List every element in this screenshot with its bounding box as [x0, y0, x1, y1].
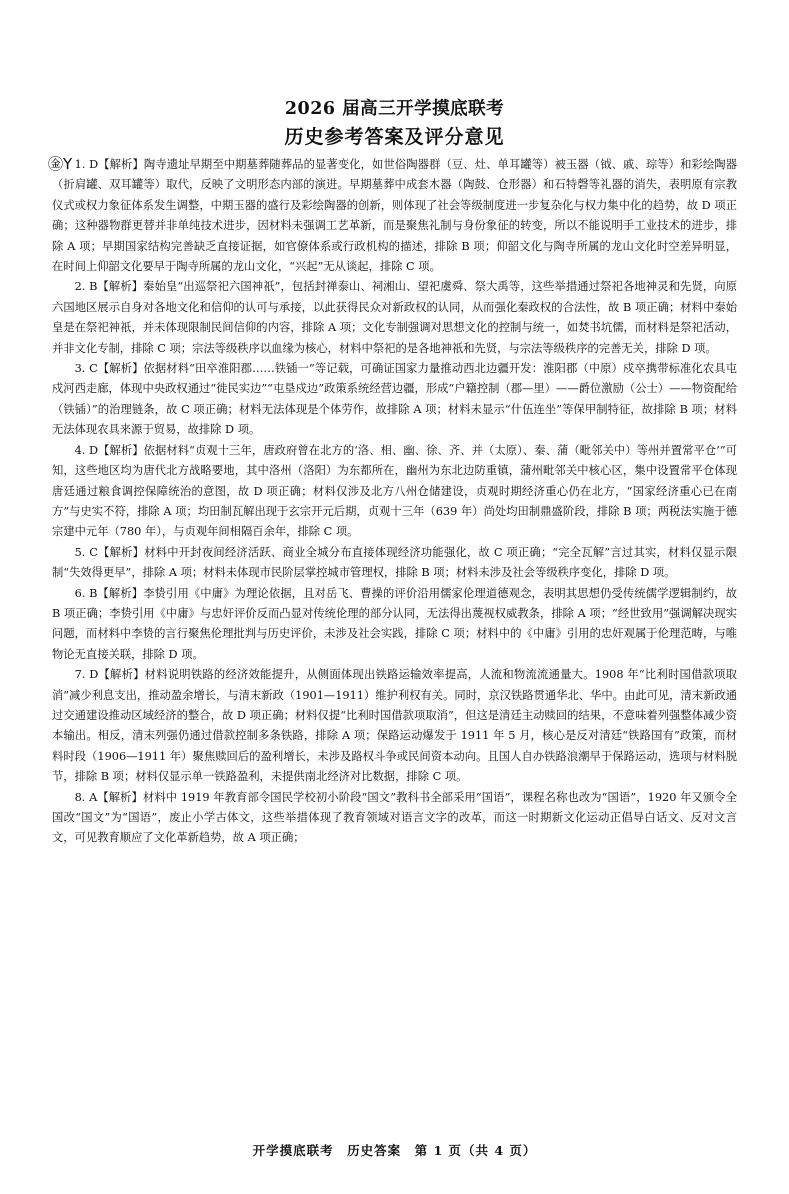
answer-item-1: 1. D【解析】陶寺遗址早期至中期墓葬随葬品的显著变化，如世俗陶器群（豆、灶、单耳罐等）被玉器（钺、戚、琮等）和彩绘陶器（折肩罐、双耳罐等）取代，反映了文明形态内部的演进。早期墓葬中成套木器（陶鼓、仓形器）和石特磬等礼器的消失，表明原有宗教仪式或权力象征体系发生调整，中期玉器的盛行及彩绘陶器的创新，则体现了社会等级制度进一步复杂化与权力集中化的趋势，故 D 项正确；这种器物群更替并非单纯技术进步，因材料未强调工艺革新，而是聚焦礼制与身份象征的转变，所以不能说明手工业技术的进步，排除 A 项；早期国家结构完善缺乏直接证据，如官僚体系或行政机构的描述，排除 B 项；仰韶文化与陶寺所属的龙山文化时空差异明显，在时间上仰韶文化要早于陶寺所属的龙山文化，“兴起”无从谈起，排除 C 项。	[52, 158, 737, 274]
answer-item-5: 5. C【解析】材料中开封夜间经济活跃、商业全城分布直接体现经济功能强化，故 C 项正确；“完全瓦解”言过其实，材料仅显示限制“失效得更早”，排除 A 项；材料未体现市民阶层掌控城市管理权，排除 B 项；材料未涉及社会等级秩序变化，排除 D 项。	[52, 545, 737, 580]
answer-item-8: 8. A【解析】材料中 1919 年教育部令国民学校初小阶段“国文”教科书全部采用“国语”，课程名称也改为“国语”，1920 年又颁令全国改“国文”为“国语”，废止小学古体文，这些举措体现了教育领域对语言文字的改革，而这一时期新文化运动正倡导白话文、反对文言文，可见教育顺应了文化革新趋势，故 A 项正确；	[52, 790, 737, 845]
corner-mark: ㊎Y	[48, 155, 73, 173]
answer-list	[52, 155, 737, 849]
answer-item-4: 4. D【解析】依据材料“贞观十三年，唐政府曾在北方的‘洛、相、幽、徐、齐、并（太原）、秦、蒲（毗邻关中）等州并置常平仓’”可知，这些地区均为唐代北方战略要地，其中洛州（洛阳）为东都所在，幽州为东北边防重镇，蒲州毗邻关中核心区，集中设置常平仓体现唐廷通过粮食调控保障统治的意图，故 D 项正确；材料仅涉及北方八州仓储建设，贞观时期经济重心仍在北方，“国家经济重心已在南方”与史实不符，排除 A 项；均田制瓦解出现于玄宗开元后期，贞观十三年（639 年）尚处均田制鼎盛阶段，排除 B 项；两税法实施于德宗建中元年（780 年），与贞观年间相隔百余年，排除 C 项。	[52, 443, 737, 539]
answer-item-7: 7. D【解析】材料说明铁路的经济效能提升，从侧面体现出铁路运输效率提高，人流和物流流通量大。1908 年“比利时国借款项取消”减少利息支出，推动盈余增长，与清末新政（1901—1911）维护利权有关。同时，京汉铁路贯通华北、华中。由此可见，清末新政通过交通建设推动区域经济的整合，故 D 项正确；材料仅提“比利时国借款项取消”，但这是清廷主动赎回的结果，不意味着列强整体减少资本输出。相反，清末列强仍通过借款控制多条铁路，排除 A 项；保路运动爆发于 1911 年 5 月，核心是反对清廷“铁路国有”政策，而材料时段（1906—1911 年）聚焦赎回后的盈利增长，未涉及路权斗争或民间资本动向。且国人自办铁路浪潮早于保路运动，选项与材料脱节，排除 B 项；材料仅显示单一铁路盈利，未提供南北经济对比数据，排除 C 项。	[52, 668, 737, 784]
answer-subtitle: 历史参考答案及评分意见	[284, 126, 505, 148]
answer-item-6: 6. B【解析】李贽引用《中庸》为理论依据，且对岳飞、曹操的评价沿用儒家伦理道德观念，表明其思想仍受传统儒学逻辑制约，故 B 项正确；李贽引用《中庸》与忠奸评价反而凸显对传统伦理的部分认同，无法得出蔑视权威教条，排除 A 项；“经世致用”强调解决现实问题，而材料中李贽的言行聚焦伦理批判与历史评价，未涉及社会实践，排除 C 项；材料中的《中庸》引用的忠奸观属于伦理范畴，与唯物论无直接关联，排除 D 项。	[52, 586, 737, 661]
exam-title: 2026 届高三开学摸底联考	[284, 99, 505, 119]
answer-sheet-page	[0, 95, 789, 1194]
page-footer: 开学摸底联考 历史答案 第 1 页（共 4 页）	[252, 1143, 537, 1158]
answer-item-3: 3. C【解析】依据材料“田卒淮阳郡……铁锸一”等记载，可确证国家力量推动西北边疆开发：淮阳郡（中原）戍卒携带标准化农具屯戍河西走廊，体现中央政权通过“徙民实边”“屯垦戍边”政策系统经营边疆，形成“户籍控制（郡—里）——爵位激励（公士）——物资配给（铁锸）”的治理链条，故 C 项正确；材料无法体现是个体劳作，故排除 A 项；材料未显示“什伍连坐”等保甲制特征，故排除 B 项；材料无法体现农具来源于贸易，故排除 D 项。	[52, 362, 737, 437]
answer-item-2: 2. B【解析】秦始皇“出巡祭祀六国神祇”，包括封禅泰山、祠湘山、望祀虞舜、祭大禹等，这些举措通过祭祀各地神灵和先贤，向原六国地区展示自身对各地文化和信仰的认可与承接，以此获得民众对新政权的认同，从而强化秦政权的合法性，故 B 项正确；材料中秦始皇是在祭祀神祇，并未体现限制民间信仰的内容，排除 A 项；文化专制强调对思想文化的控制与统一，如焚书坑儒，而材料是祭祀活动，并非文化专制，排除 C 项；宗法等级秩序以血缘为核心，材料中祭祀的是各地神祇和先贤，与宗法等级秩序的完善无关，排除 D 项。	[52, 280, 737, 355]
